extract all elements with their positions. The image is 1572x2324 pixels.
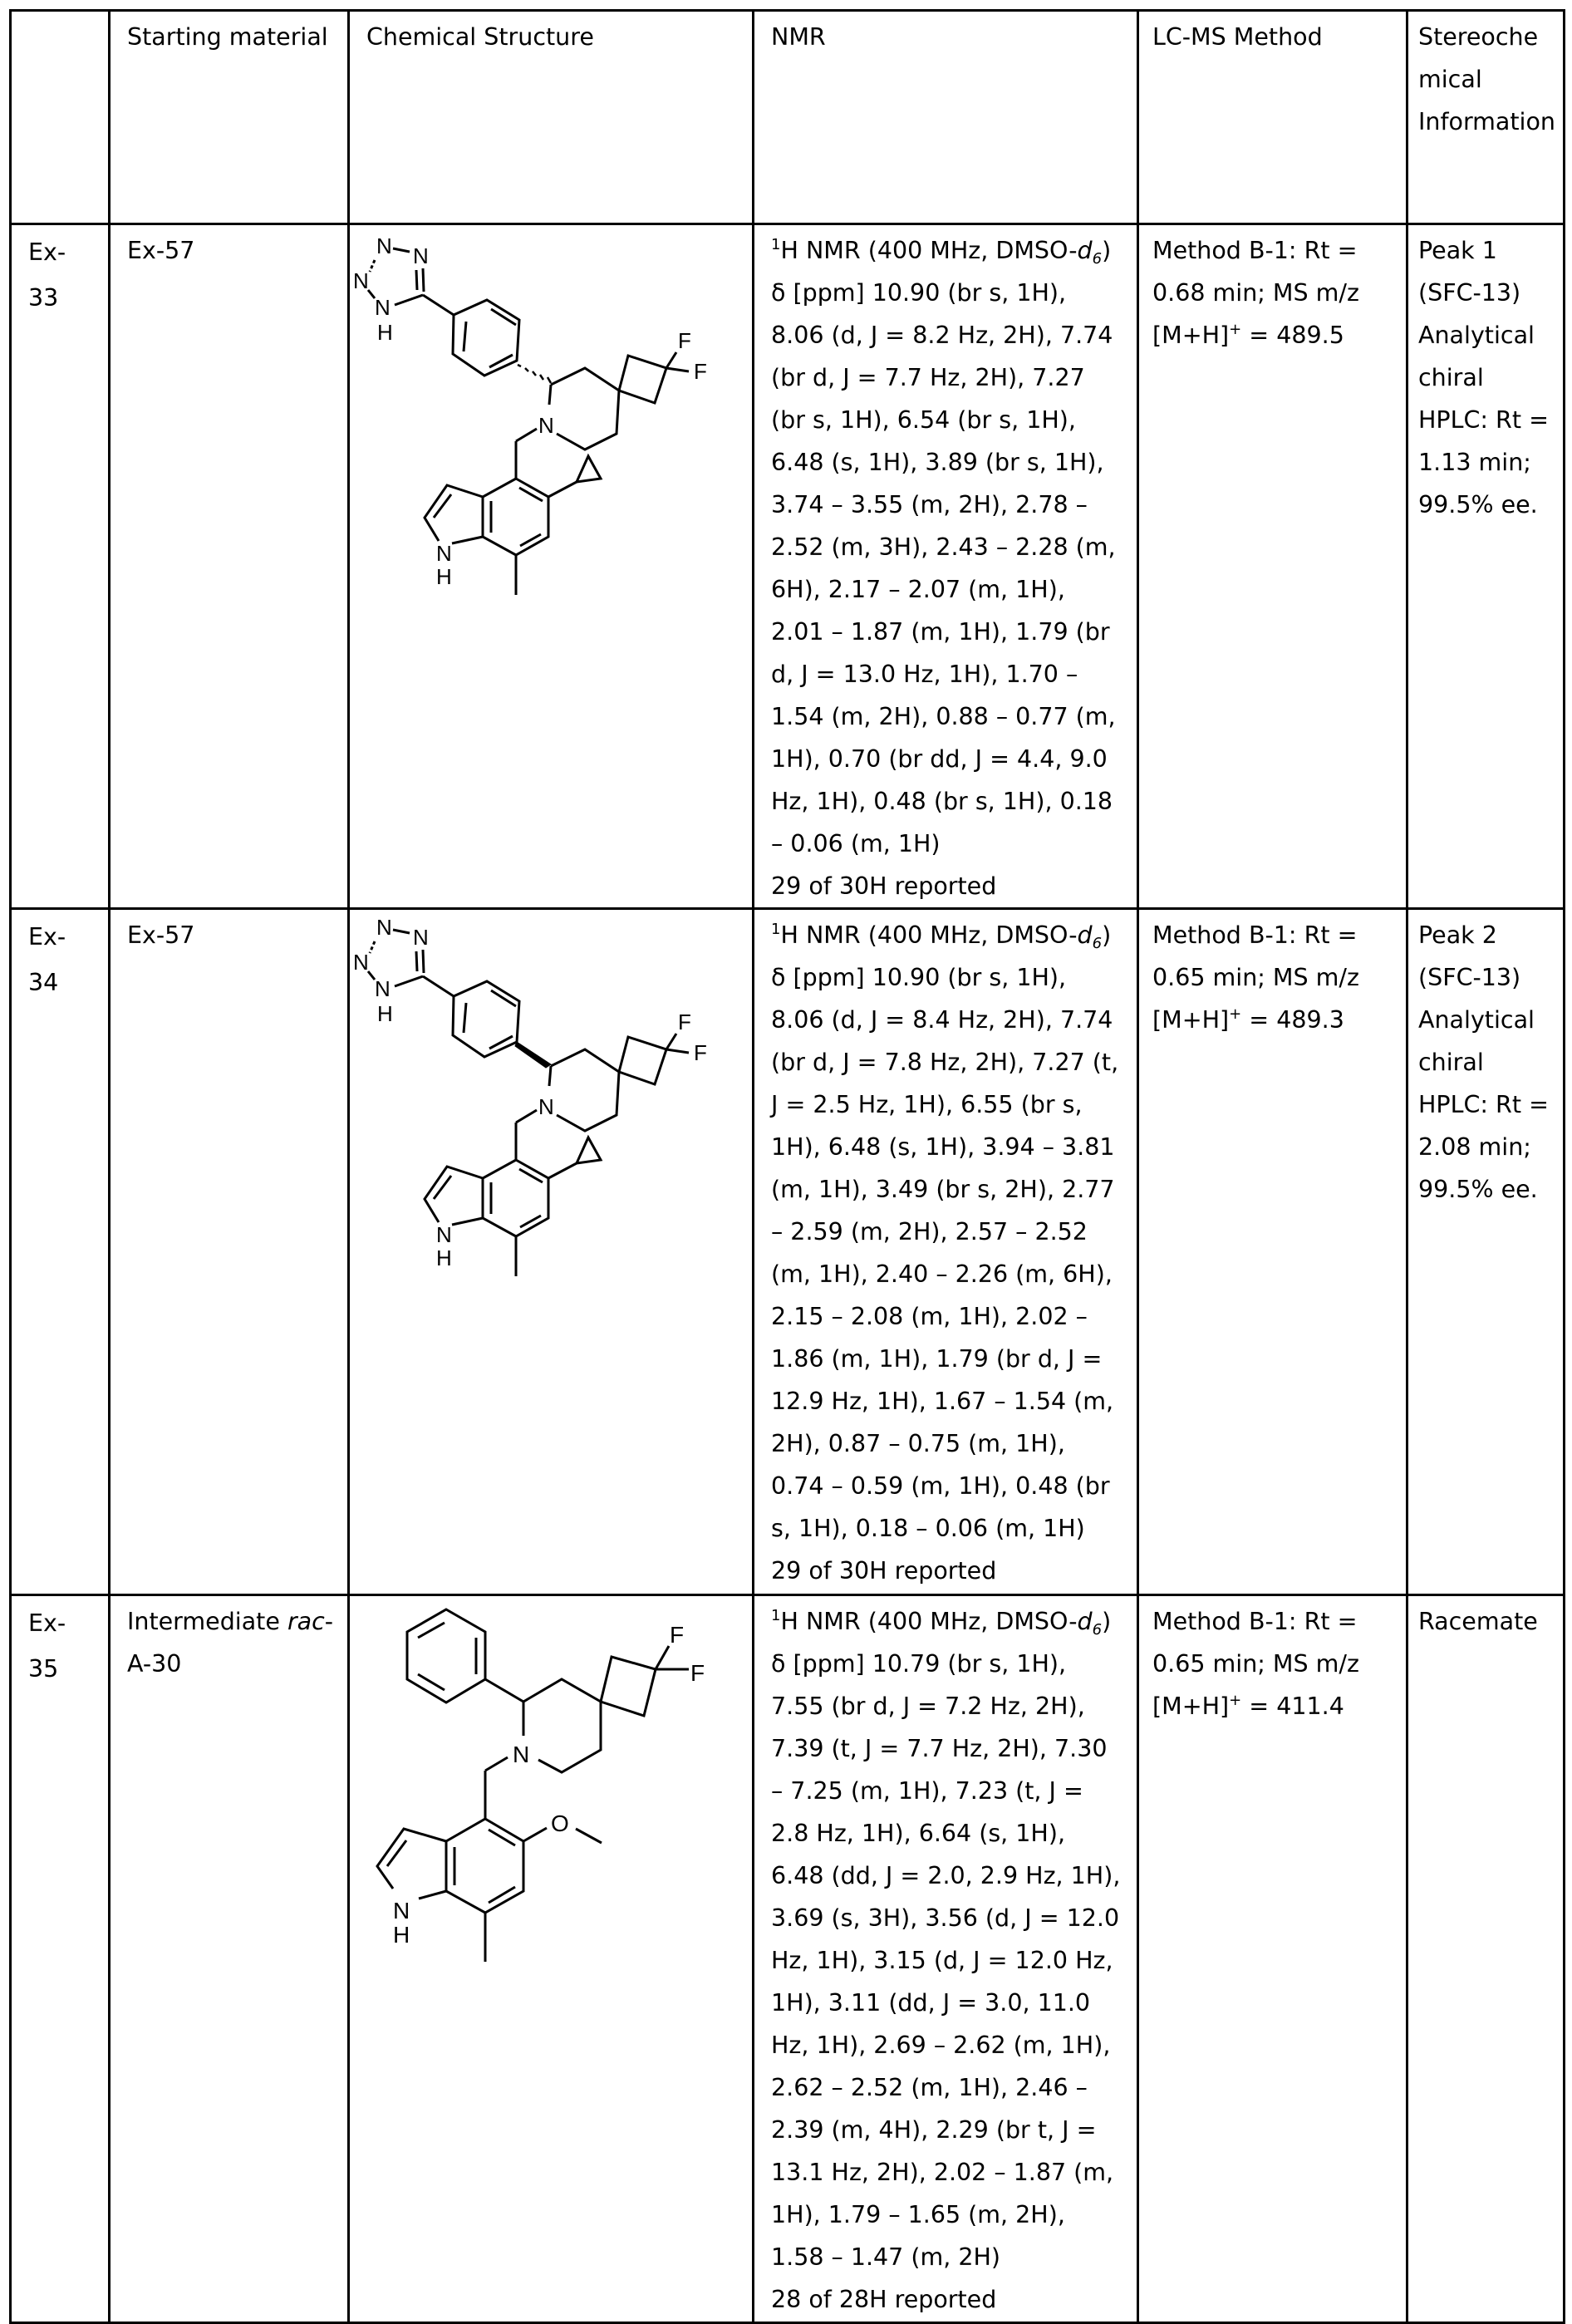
example-id-prefix: Ex- (28, 923, 66, 951)
lcms-cell (1138, 224, 1407, 909)
starting-material-suffix: -A-30 (127, 1608, 334, 1678)
lcms-text: Method B-1: Rt = 0.65 min; MS m/z [M+H] (1152, 1608, 1359, 1720)
table-row (11, 224, 1565, 909)
table-row (11, 1595, 1565, 2323)
header-starting-material: Starting material (110, 11, 349, 224)
nmr-cell (754, 909, 1138, 1595)
nmr-solvent-subscript: 6 (1092, 935, 1103, 952)
lcms-charge-superscript: + (1229, 321, 1242, 338)
lcms-mass-value: = 411.4 (1241, 1693, 1344, 1720)
svg-text:N: N (436, 541, 452, 566)
nmr-prefix: H NMR (400 MHz, DMSO- (780, 921, 1078, 949)
svg-text:N: N (393, 1898, 410, 1924)
lcms-text: Method B-1: Rt = 0.65 min; MS m/z [M+H] (1152, 921, 1359, 1034)
svg-text:H: H (393, 1922, 410, 1948)
nmr-h-count: 29 of 30H reported (771, 1557, 997, 1585)
chemical-structure-cell (349, 224, 754, 909)
nmr-solvent-subscript: 6 (1092, 250, 1103, 268)
lcms-cell (1138, 1595, 1407, 2323)
nmr-prefix: H NMR (400 MHz, DMSO- (780, 237, 1078, 264)
table-row (11, 909, 1565, 1595)
nmr-solvent-subscript: 6 (1092, 1621, 1103, 1639)
svg-text:F: F (678, 1010, 691, 1034)
lcms-text: Method B-1: Rt = 0.68 min; MS m/z [M+H] (1152, 237, 1359, 349)
chemical-structure-cell (349, 909, 754, 1595)
example-id-prefix: Ex- (28, 1609, 66, 1637)
nmr-prefix: H NMR (400 MHz, DMSO- (780, 1608, 1078, 1635)
svg-text:N: N (375, 295, 391, 320)
starting-material: Ex-57 (127, 921, 195, 949)
header-chemical-structure: Chemical Structure (349, 11, 754, 224)
nmr-solvent: d (1077, 237, 1093, 264)
nmr-solvent: d (1077, 1608, 1093, 1635)
nmr-text: $^1$H NMR (400 MHz, DMSO-$d_6$) δ [ppm] 10.90 (br s, 1H), 8.06 (d, J = 8.2 Hz, 2H), 7.74 (br d, J = 7.7 Hz, 2H), 7.27 (br s, 1H), 6.54 (br s, 1H), 6.48 (s, 1H), 3.89 (br s, 1H), 3.74 – 3.55 (m, 2H), 2.78 – 2.52 (m, 3H), 2.43 – 2.28 (m, 6H), 2.17 – 2.07 (m, 1H), 2.01 – 1.87 (m, 1H), 1.79 (br d, J = 13.0 Hz, 1H), 1.70 – 1.54 (m, 2H), 0.88 – 0.77 (m, 1H), 0.70 (br dd, J = 4.4, 9.0 Hz, 1H), 0.48 (br s, 1H), 0.18 – 0.06 (m, 1H) (771, 236, 1116, 857)
nmr-cell (754, 224, 1138, 909)
starting-material: Intermediate (127, 1608, 287, 1635)
nmr-text: $^1$H NMR (400 MHz, DMSO-$d_6$) δ [ppm] 10.79 (br s, 1H), 7.55 (br d, J = 7.2 Hz, 2H), 7.39 (t, J = 7.7 Hz, 2H), 7.30 – 7.25 (m, 1H), 7.23 (t, J = 2.8 Hz, 1H), 6.64 (s, 1H), 6.48 (dd, J = 2.0, 2.9 Hz, 1H), 3.69 (s, 3H), 3.56 (d, J = 12.0 Hz, 1H), 3.15 (d, J = 12.0 Hz, 1H), 3.11 (dd, J = 3.0, 11.0 Hz, 1H), 2.69 – 2.62 (m, 1H), 2.62 – 2.52 (m, 1H), 2.46 – 2.39 (m, 4H), 2.29 (br t, J = 13.1 Hz, 2H), 2.02 – 1.87 (m, 1H), 1.79 – 1.65 (m, 2H), 1.58 – 1.47 (m, 2H) (771, 1607, 1121, 2271)
svg-text:N: N (413, 925, 429, 950)
example-id-cell (11, 224, 110, 909)
compound-data-table (9, 9, 1565, 2324)
tetrazolyl-phenyl-difluoro-azaspiro-cyclopropyl-indole-structure-icon (350, 225, 754, 900)
svg-text:N: N (538, 413, 554, 438)
lcms-mass-value: = 489.3 (1241, 1006, 1344, 1034)
starting-material-cell (110, 224, 349, 909)
starting-material-rac-prefix: rac (287, 1608, 325, 1635)
svg-text:H: H (436, 564, 452, 589)
svg-text:N: N (376, 233, 392, 258)
lcms-charge-superscript: + (1229, 1005, 1242, 1023)
svg-text:N: N (436, 1222, 452, 1247)
example-id-prefix: Ex- (28, 238, 66, 266)
svg-text:H: H (377, 1001, 393, 1026)
header-example-id (11, 11, 110, 224)
example-id-cell (11, 1595, 110, 2323)
nmr-h-count: 28 of 28H reported (771, 2286, 997, 2313)
table-header-row (11, 11, 1565, 224)
nmr-h-count: 29 of 30H reported (771, 872, 997, 900)
example-id-number: 33 (28, 284, 59, 312)
starting-material: Ex-57 (127, 237, 195, 264)
svg-text:F: F (678, 328, 691, 353)
svg-text:N: N (538, 1094, 554, 1119)
nmr-text: $^1$H NMR (400 MHz, DMSO-$d_6$) δ [ppm] 10.90 (br s, 1H), 8.06 (d, J = 8.4 Hz, 2H), 7.74 (br d, J = 7.8 Hz, 2H), 7.27 (t, J = 2.5 Hz, 1H), 6.55 (br s, 1H), 6.48 (s, 1H), 3.94 – 3.81 (m, 1H), 3.49 (br s, 2H), 2.77 – 2.59 (m, 2H), 2.57 – 2.52 (m, 1H), 2.40 – 2.26 (m, 6H), 2.15 – 2.08 (m, 1H), 2.02 – 1.86 (m, 1H), 1.79 (br d, J = 12.9 Hz, 1H), 1.67 – 1.54 (m, 2H), 0.87 – 0.75 (m, 1H), 0.74 – 0.59 (m, 1H), 0.48 (br s, 1H), 0.18 – 0.06 (m, 1H) (771, 921, 1119, 1542)
header-lcms-method: LC-MS Method (1138, 11, 1407, 224)
svg-text:N: N (413, 243, 429, 268)
nmr-solvent: d (1077, 921, 1093, 949)
lcms-charge-superscript: + (1229, 1692, 1242, 1709)
svg-text:O: O (551, 1811, 569, 1836)
header-stereochemical-information: Stereochemical Information (1407, 11, 1565, 224)
example-id-number: 35 (28, 1655, 59, 1683)
starting-material-cell (110, 1595, 349, 2323)
header-nmr: NMR (754, 11, 1138, 224)
chemical-structure-cell (349, 1595, 754, 2323)
phenyl-difluoro-azaspiro-methoxy-indole-structure-icon (350, 1596, 754, 2324)
stereo-info-cell: Racemate (1407, 1595, 1565, 2323)
starting-material-cell (110, 909, 349, 1595)
example-id-cell (11, 909, 110, 1595)
example-id-number: 34 (28, 969, 59, 996)
svg-text:F: F (694, 359, 707, 384)
stereo-info-cell: Peak 1 (SFC-13) Analytical chiral HPLC: Rt = 1.13 min; 99.5% ee. (1407, 224, 1565, 909)
svg-text:H: H (377, 320, 393, 345)
stereo-info-cell: Peak 2 (SFC-13) Analytical chiral HPLC: Rt = 2.08 min; 99.5% ee. (1407, 909, 1565, 1595)
nmr-body: ) δ [ppm] 10.79 (br s, 1H), 7.55 (br d, J = 7.2 Hz, 2H), 7.39 (t, J = 7.7 Hz, 2H), 7.30 – 7.25 (m, 1H), 7.23 (t, J = 2.8 Hz, 1H), 6.64 (s, 1H), 6.48 (dd, J = 2.0, 2.9 Hz, 1H), 3.69 (s, 3H), 3.56 (d, J = 12.0 Hz, 1H), 3.15 (d, J = 12.0 Hz, 1H), 3.11 (dd, J = 3.0, 11.0 Hz, 1H), 2.69 – 2.62 (m, 1H), 2.62 – 2.52 (m, 1H), 2.46 – 2.39 (m, 4H), 2.29 (br t, J = 13.1 Hz, 2H), 2.02 – 1.87 (m, 1H), 1.79 – 1.65 (m, 2H), 1.58 – 1.47 (m, 2H) (771, 1608, 1121, 2271)
svg-text:N: N (376, 915, 392, 940)
nmr-body: ) δ [ppm] 10.90 (br s, 1H), 8.06 (d, J = 8.4 Hz, 2H), 7.74 (br d, J = 7.8 Hz, 2H), 7.27 (t, J = 2.5 Hz, 1H), 6.55 (br s, 1H), 6.48 (s, 1H), 3.94 – 3.81 (m, 1H), 3.49 (br s, 2H), 2.77 – 2.59 (m, 2H), 2.57 – 2.52 (m, 1H), 2.40 – 2.26 (m, 6H), 2.15 – 2.08 (m, 1H), 2.02 – 1.86 (m, 1H), 1.79 (br d, J = 12.9 Hz, 1H), 1.67 – 1.54 (m, 2H), 0.87 – 0.75 (m, 1H), 0.74 – 0.59 (m, 1H), 0.48 (br s, 1H), 0.18 – 0.06 (m, 1H) (771, 921, 1119, 1542)
svg-text:N: N (513, 1742, 530, 1767)
nmr-cell (754, 1595, 1138, 2323)
svg-text:N: N (353, 950, 369, 975)
svg-text:F: F (694, 1040, 707, 1065)
tetrazolyl-phenyl-difluoro-azaspiro-cyclopropyl-indole-structure-icon (350, 910, 754, 1596)
nmr-body: ) δ [ppm] 10.90 (br s, 1H), 8.06 (d, J = 8.2 Hz, 2H), 7.74 (br d, J = 7.7 Hz, 2H), 7.27 (br s, 1H), 6.54 (br s, 1H), 6.48 (s, 1H), 3.89 (br s, 1H), 3.74 – 3.55 (m, 2H), 2.78 – 2.52 (m, 3H), 2.43 – 2.28 (m, 6H), 2.17 – 2.07 (m, 1H), 2.01 – 1.87 (m, 1H), 1.79 (br d, J = 13.0 Hz, 1H), 1.70 – 1.54 (m, 2H), 0.88 – 0.77 (m, 1H), 0.70 (br dd, J = 4.4, 9.0 Hz, 1H), 0.48 (br s, 1H), 0.18 – 0.06 (m, 1H) (771, 237, 1116, 857)
lcms-mass-value: = 489.5 (1241, 322, 1344, 349)
svg-text:F: F (670, 1622, 685, 1648)
svg-text:F: F (690, 1660, 705, 1686)
svg-text:H: H (436, 1246, 452, 1270)
svg-text:N: N (375, 976, 391, 1001)
lcms-cell (1138, 909, 1407, 1595)
svg-text:N: N (353, 268, 369, 293)
